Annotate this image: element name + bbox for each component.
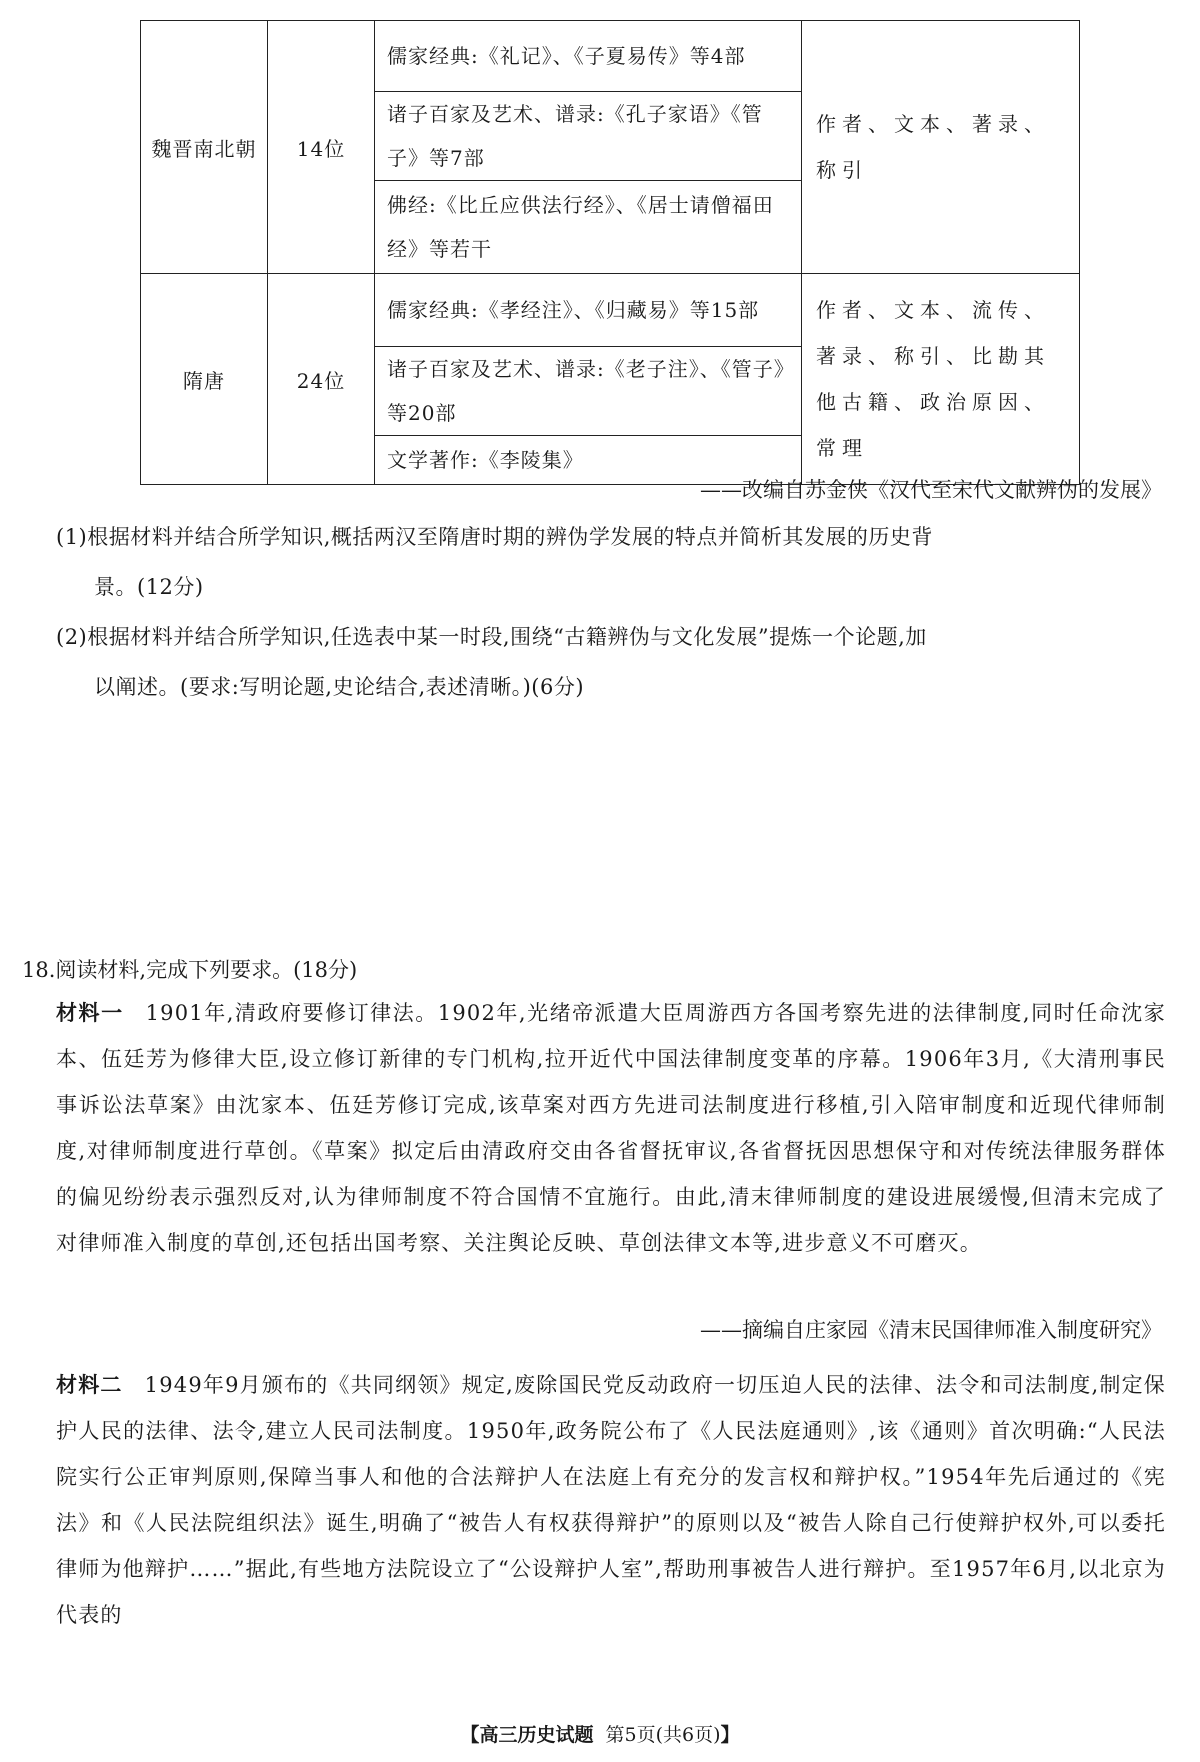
material-label: 材料二 [56,1373,123,1397]
work-cell: 文学著作:《李陵集》 [375,436,802,485]
footer-page-number: 第5页(共6页) [605,1724,721,1746]
question-text-line: (1)根据材料并结合所学知识,概括两汉至隋唐时期的辨伪学发展的特点并简析其发展的历史背 [56,525,933,549]
work-cell: 诸子百家及艺术、谱录:《孔子家语》《管子》等7部 [375,92,802,181]
question-17-part-2 [56,612,1166,712]
method-cell: 作者、文本、著录、称引 [802,21,1080,274]
period-cell: 魏晋南北朝 [141,21,268,274]
count-cell: 14位 [268,21,375,274]
work-cell: 诸子百家及艺术、谱录:《老子注》、《管子》等20部 [375,347,802,436]
table-row [141,274,1080,347]
forgery-table [140,20,1080,485]
question-text-line: (2)根据材料并结合所学知识,任选表中某一时段,围绕“古籍辨伪与文化发展”提炼一个论题,加 [56,625,927,649]
material-one [56,990,1166,1266]
count-cell: 24位 [268,274,375,485]
question-17-part-1 [56,512,1166,612]
question-text-line: 景。(12分) [94,575,204,599]
period-cell: 隋唐 [141,274,268,485]
work-cell: 儒家经典:《礼记》、《子夏易传》等4部 [375,21,802,92]
material-text: 1949年9月颁布的《共同纲领》规定,废除国民党反动政府一切压迫人民的法律、法令和司法制度,制定保护人民的法律、法令,建立人民司法制度。1950年,政务院公布了《人民法庭通则》,该《通则》首次明确:“人民法院实行公正审判原则,保障当事人和他的合法辩护人在法庭上有充分的发言权和辩护权。”1954年先后通过的《宪法》和《人民法院组织法》诞生,明确了“被告人有权获得辩护”的原则以及“被告人除自己行使辩护权外,可以委托律师为他辩护……”据此,有些地方法院设立了“公设辩护人室”,帮助刑事被告人进行辩护。至1957年6月,以北京为代表的 [56,1373,1167,1627]
question-text-line: 以阐述。(要求:写明论题,史论结合,表述清晰。)(6分) [94,675,585,699]
footer-title: 高三历史试题 [479,1724,594,1746]
table-row [141,21,1080,92]
work-cell: 佛经:《比丘应供法行经》、《居士请僧福田经》等若干 [375,181,802,274]
work-cell: 儒家经典:《孝经注》、《归藏易》等15部 [375,274,802,347]
table-source-citation: ——改编自苏金侠《汉代至宋代文献辨伪的发展》 [700,478,1162,502]
material-label: 材料一 [56,1001,124,1025]
method-cell: 作者、文本、流传、著录、称引、比勘其他古籍、政治原因、常理 [802,274,1080,485]
footer-bracket-close: 】 [720,1724,740,1746]
material-one-source: ——摘编自庄家园《清末民国律师准入制度研究》 [700,1318,1162,1342]
material-text: 1901年,清政府要修订律法。1902年,光绪帝派遣大臣周游西方各国考察先进的法律制度,同时任命沈家本、伍廷芳为修律大臣,设立修订新律的专门机构,拉开近代中国法律制度变革的序幕。1906年3月,《大清刑事民事诉讼法草案》由沈家本、伍廷芳修订完成,该草案对西方先进司法制度进行移植,引入陪审制度和近现代律师制度,对律师制度进行草创。《草案》拟定后由清政府交由各省督抚审议,各省督抚因思想保守和对传统法律服务群体的偏见纷纷表示强烈反对,认为律师制度不符合国情不宜施行。由此,清末律师制度的建设进展缓慢,但清末完成了对律师准入制度的草创,还包括出国考察、关注舆论反映、草创法律文本等,进步意义不可磨灭。 [56,1001,1166,1255]
material-two [56,1362,1166,1638]
page-footer [0,1720,1200,1750]
question-18-heading: 18.阅读材料,完成下列要求。(18分) [22,958,358,982]
footer-bracket-open: 【 [460,1724,480,1746]
